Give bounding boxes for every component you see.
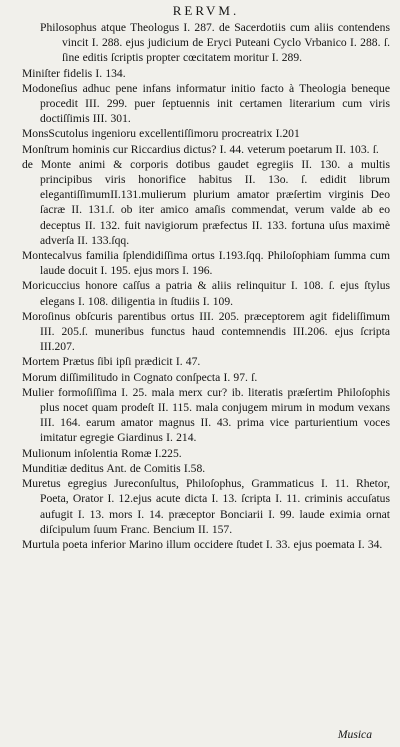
running-header: RERVM. [172, 3, 240, 18]
index-entry: Modoneſius adhuc pene infans informatur initio facto à Theologia beneque procedit III. 299. puer ſeptuennis init certamen literarium cum viris doctiſſimis III. 301. [22, 81, 390, 126]
index-entry: Philosophus atque Theologus I. 287. de Sacerdotiis cum aliis contendens vincit I. 288. ejus judicium de Eryci Puteani Cyclo Vrbanico I. 288. ſ. ſine editis ſcriptis propter cœcitatem moritur I. 289. [40, 21, 390, 65]
index-entry: de Monte animi & corporis dotibus gaudet egregiis II. 130. a multis principibus viris honorifice habitus II. 13o. ſ. edidit librum elegantiſſimumII.131.mulierum plurium amator præſertim virginis Deo ſacræ II. 131.ſ. ob iter amico amaſis commendat, verum valde ab eo deceptus II. 132. fuit navigiorum præfectus II. 133. fortuna uſus maximè adverſa II. 133.ſqq. [22, 157, 390, 247]
index-entry: Montecalvus familia ſplendidiſſima ortus I.193.ſqq. Philoſophiam ſumma cum laude docuit I. 195. ejus mors I. 196. [22, 249, 390, 278]
index-entry: Mortem Prætus ſibi ipſi prædicit I. 47. [22, 355, 201, 369]
index-entry: Muretus egregius Jureconſultus, Philoſophus, Grammaticus I. 11. Rhetor, Poeta, Orator I. 12.ejus acute dicta I. 13. ſcripta I. 11. criminis accuſatus aufugit I. 13. mors I. 14. præceptor Bonciarii I. 99. laude eximia ornat diſcipulum ſuum Franc. Bencium II. 157. [22, 477, 390, 536]
index-entry: Morum diſſimilitudo in Cognato conſpecta I. 97. ſ. [22, 370, 258, 384]
index-entry: Monſtrum hominis cur Riccardius dictus? I. 44. veterum poetarum II. 103. ſ. [22, 142, 379, 156]
index-entry: Moricuccius honore caſſus a patria & aliis relinquitur I. 108. ſ. ejus ſtylus elegans I. 108. diligentia in ſtudiis I. 109. [22, 279, 390, 308]
index-entry: Moroſinus obſcuris parentibus ortus III. 205. præceptorem agit fideliſſimum III. 205.ſ. muneribus functus haud contemnendis III.206. ejus ſcripta III.207. [22, 309, 390, 354]
index-entry: MonsScutolus ingenioru excellentiſſimoru procreatrix I.201 [22, 127, 300, 141]
catchword: Musica [337, 728, 372, 741]
index-entry: Miniſter fidelis I. 134. [22, 66, 126, 80]
index-entry: Mulier formoſiſſima I. 25. mala merx cur? ib. literatis præſertim Philoſophis plus nocet quam prodeſt II. 115. mala conjugem mirum in modum vexans III. 164. earum amator magnus II. 43. prima vice parturientium voces imitatur egregie Giardinus I. 214. [22, 385, 390, 445]
index-entry: Munditiæ deditus Ant. de Comitis I.58. [22, 461, 206, 475]
index-entry: Mulionum inſolentia Romæ I.225. [22, 446, 182, 460]
index-entry: Murtula poeta inferior Marino illum occidere ſtudet I. 33. ejus poemata I. 34. [22, 537, 383, 551]
index-entry-list [22, 20, 390, 552]
